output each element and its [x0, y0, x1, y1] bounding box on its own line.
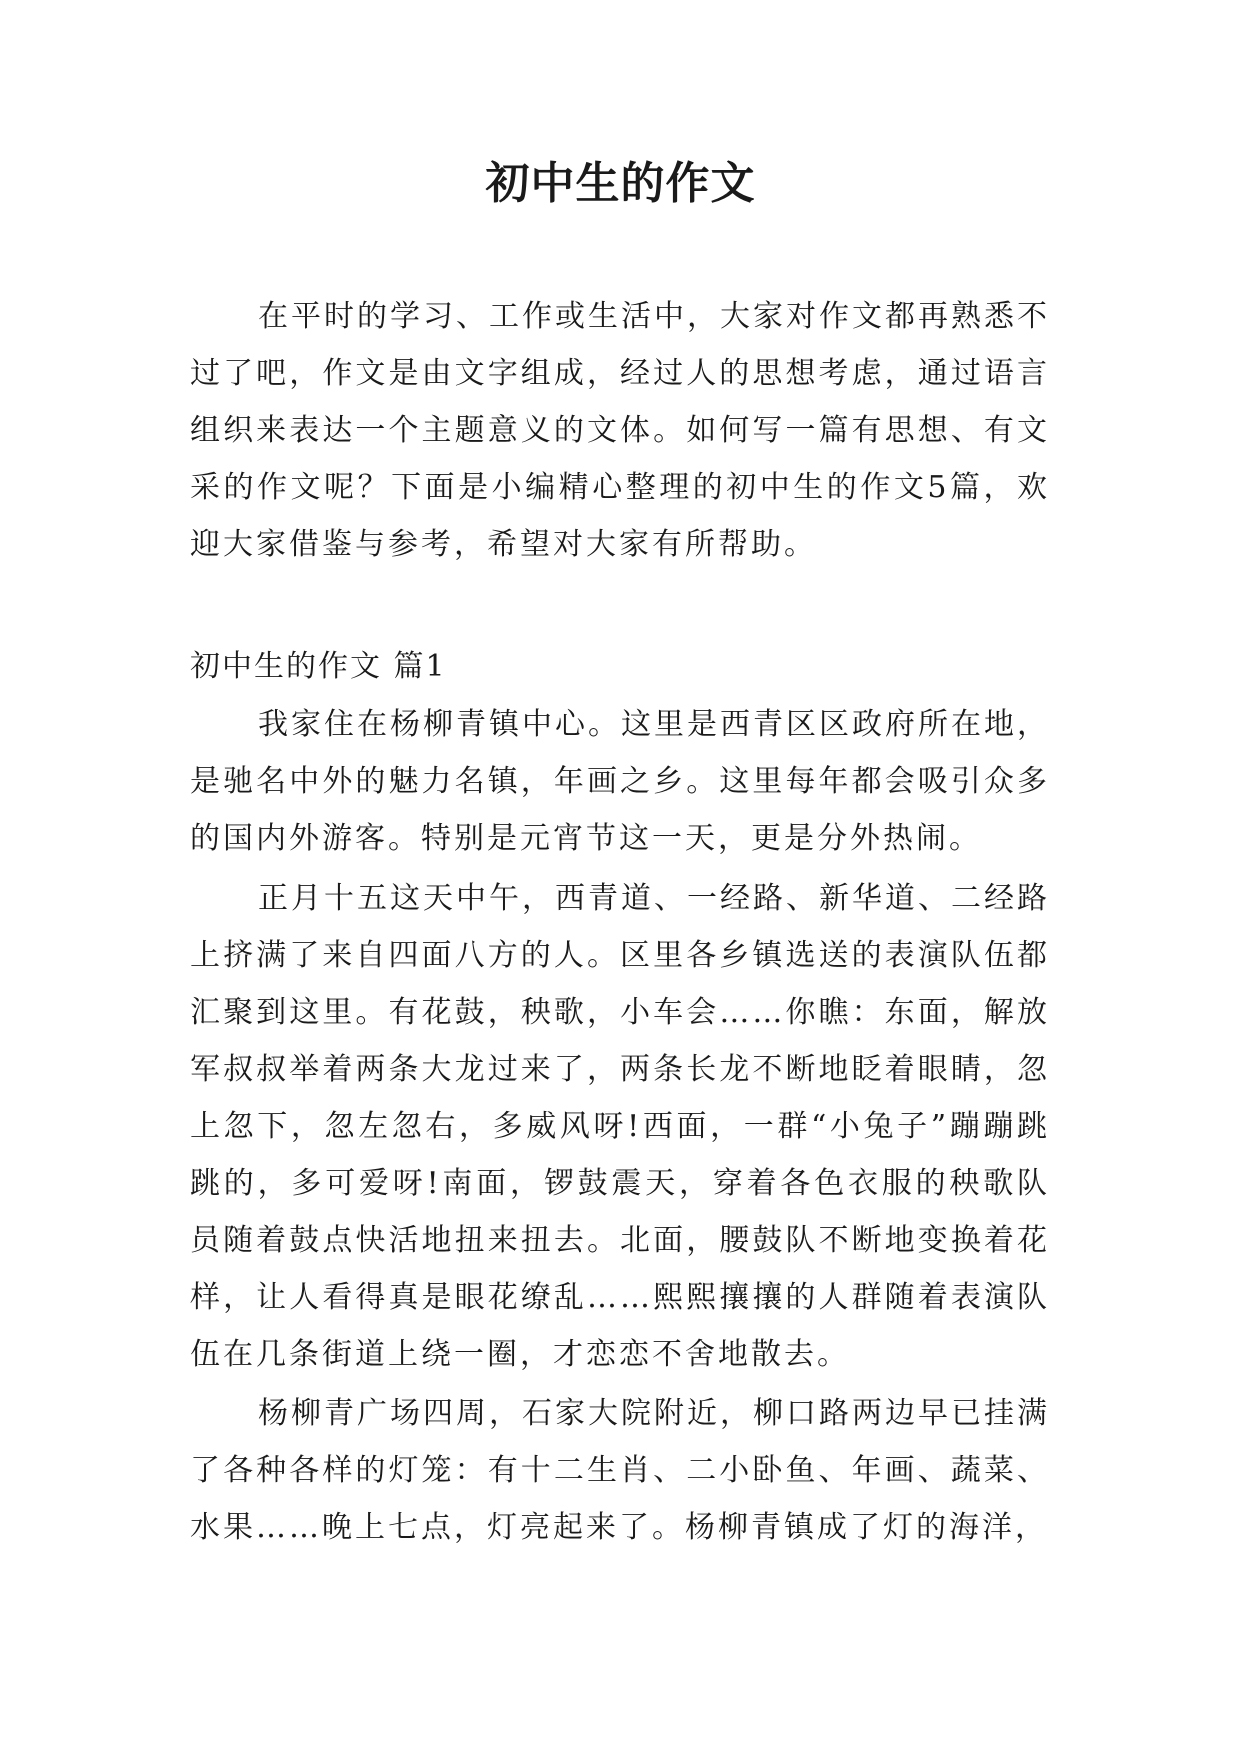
section-paragraph-3: 杨柳青广场四周，石家大院附近，柳口路两边早已挂满了各种各样的灯笼：有十二生肖、二小卧鱼、年画、蔬菜、水果……晚上七点，灯亮起来了。杨柳青镇成了灯的海洋，: [190, 1396, 1050, 1545]
section-paragraph-1: 我家住在杨柳青镇中心。这里是西青区区政府所在地，是驰名中外的魅力名镇，年画之乡。这里每年都会吸引众多的国内外游客。特别是元宵节这一天，更是分外热闹。: [190, 707, 1050, 856]
document-title: 初中生的作文: [485, 158, 756, 209]
section-heading: 初中生的作文 篇1: [190, 649, 447, 684]
intro-paragraph: 在平时的学习、工作或生活中，大家对作文都再熟悉不过了吧，作文是由文字组成，经过人的思想考虑，通过语言组织来表达一个主题意义的文体。如何写一篇有思想、有文采的作文呢？下面是小编精心整理的初中生的作文5篇，欢迎大家借鉴与参考，希望对大家有所帮助。: [190, 299, 1050, 562]
section-paragraph-2: 正月十五这天中午，西青道、一经路、新华道、二经路上挤满了来自四面八方的人。区里各乡镇选送的表演队伍都汇聚到这里。有花鼓，秧歌，小车会……你瞧：东面，解放军叔叔举着两条大龙过来了，两条长龙不断地眨着眼睛，忽上忽下，忽左忽右，多威风呀!西面，一群“小兔子”蹦蹦跳跳的，多可爱呀!南面，锣鼓震天，穿着各色衣服的秧歌队员随着鼓点快活地扭来扭去。北面，腰鼓队不断地变换着花样，让人看得真是眼花缭乱……熙熙攘攘的人群随着表演队伍在几条街道上绕一圈，才恋恋不舍地散去。: [190, 881, 1050, 1372]
